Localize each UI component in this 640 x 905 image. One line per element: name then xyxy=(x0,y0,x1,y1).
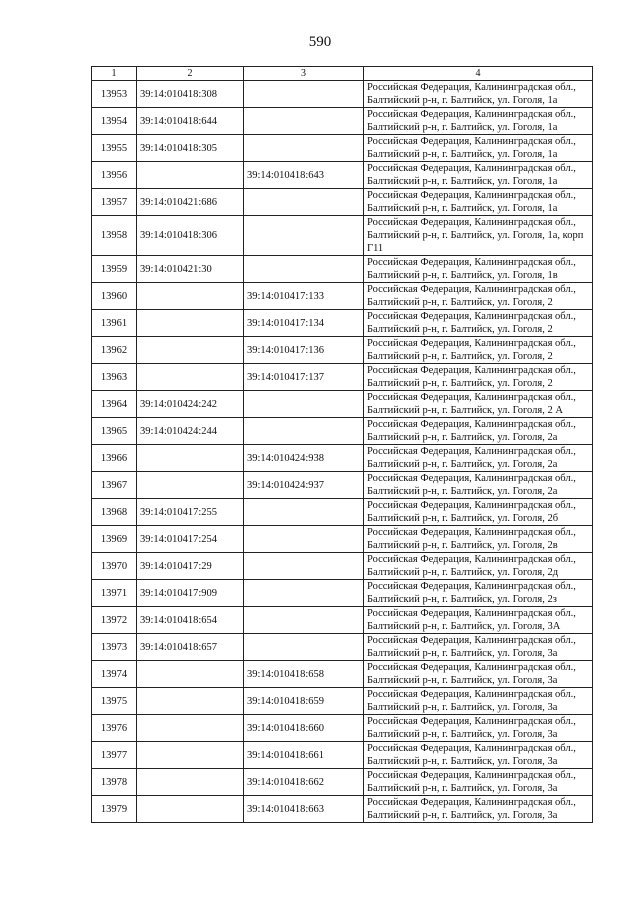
column-header-3: 3 xyxy=(244,67,364,81)
cadastral-number-col3: 39:14:010417:137 xyxy=(244,364,364,391)
cadastral-number-col2: 39:14:010418:644 xyxy=(137,108,244,135)
row-number: 13964 xyxy=(92,391,137,418)
address-cell: Российская Федерация, Калининградская обл., Балтийский р-н, г. Балтийск, ул. Гоголя, 2 xyxy=(364,337,593,364)
table-row xyxy=(92,364,593,391)
cadastral-number-col2 xyxy=(137,688,244,715)
table-row xyxy=(92,216,593,256)
cadastral-number-col2 xyxy=(137,364,244,391)
row-number: 13956 xyxy=(92,162,137,189)
address-cell: Российская Федерация, Калининградская обл., Балтийский р-н, г. Балтийск, ул. Гоголя, 1в xyxy=(364,256,593,283)
cadastral-number-col2 xyxy=(137,769,244,796)
table-row xyxy=(92,418,593,445)
row-number: 13966 xyxy=(92,445,137,472)
table-row xyxy=(92,499,593,526)
address-cell: Российская Федерация, Калининградская обл., Балтийский р-н, г. Балтийск, ул. Гоголя, 3а xyxy=(364,742,593,769)
table-row xyxy=(92,715,593,742)
table-header xyxy=(92,67,593,81)
cadastral-number-col2 xyxy=(137,162,244,189)
row-number: 13960 xyxy=(92,283,137,310)
row-number: 13973 xyxy=(92,634,137,661)
table-row xyxy=(92,445,593,472)
cadastral-number-col2: 39:14:010417:254 xyxy=(137,526,244,553)
row-number: 13979 xyxy=(92,796,137,823)
address-cell: Российская Федерация, Калининградская обл., Балтийский р-н, г. Балтийск, ул. Гоголя, 1а xyxy=(364,189,593,216)
cadastral-number-col3: 39:14:010418:658 xyxy=(244,661,364,688)
row-number: 13958 xyxy=(92,216,137,256)
address-cell: Российская Федерация, Калининградская обл., Балтийский р-н, г. Балтийск, ул. Гоголя, 3а xyxy=(364,796,593,823)
address-cell: Российская Федерация, Калининградская обл., Балтийский р-н, г. Балтийск, ул. Гоголя, 2а xyxy=(364,418,593,445)
address-cell: Российская Федерация, Калининградская обл., Балтийский р-н, г. Балтийск, ул. Гоголя, 3а xyxy=(364,661,593,688)
address-cell: Российская Федерация, Калининградская обл., Балтийский р-н, г. Балтийск, ул. Гоголя, 3а xyxy=(364,769,593,796)
table-row xyxy=(92,661,593,688)
address-cell: Российская Федерация, Калининградская обл., Балтийский р-н, г. Балтийск, ул. Гоголя, 3а xyxy=(364,634,593,661)
table-row xyxy=(92,81,593,108)
table-row xyxy=(92,162,593,189)
cadastral-number-col3 xyxy=(244,391,364,418)
row-number: 13974 xyxy=(92,661,137,688)
cadastral-number-col2 xyxy=(137,310,244,337)
row-number: 13954 xyxy=(92,108,137,135)
cadastral-number-col2 xyxy=(137,445,244,472)
address-cell: Российская Федерация, Калининградская обл., Балтийский р-н, г. Балтийск, ул. Гоголя, 1а, корп Г11 xyxy=(364,216,593,256)
cadastral-number-col2: 39:14:010421:686 xyxy=(137,189,244,216)
table-row xyxy=(92,256,593,283)
cadastral-number-col3: 39:14:010418:663 xyxy=(244,796,364,823)
row-number: 13969 xyxy=(92,526,137,553)
address-cell: Российская Федерация, Калининградская обл., Балтийский р-н, г. Балтийск, ул. Гоголя, 2д xyxy=(364,553,593,580)
address-cell: Российская Федерация, Калининградская обл., Балтийский р-н, г. Балтийск, ул. Гоголя, 1а xyxy=(364,81,593,108)
address-cell: Российская Федерация, Калининградская обл., Балтийский р-н, г. Балтийск, ул. Гоголя, 3а xyxy=(364,688,593,715)
row-number: 13959 xyxy=(92,256,137,283)
table-row xyxy=(92,310,593,337)
column-header-4: 4 xyxy=(364,67,593,81)
header-row xyxy=(92,67,593,81)
table-row xyxy=(92,337,593,364)
cadastral-number-col2: 39:14:010424:242 xyxy=(137,391,244,418)
cadastral-number-col3 xyxy=(244,553,364,580)
table-body xyxy=(92,81,593,823)
table-row xyxy=(92,769,593,796)
cadastral-number-col3 xyxy=(244,216,364,256)
address-cell: Российская Федерация, Калининградская обл., Балтийский р-н, г. Балтийск, ул. Гоголя, 2 xyxy=(364,310,593,337)
cadastral-number-col2 xyxy=(137,472,244,499)
cadastral-number-col3 xyxy=(244,418,364,445)
address-cell: Российская Федерация, Калининградская обл., Балтийский р-н, г. Балтийск, ул. Гоголя, 2 А xyxy=(364,391,593,418)
cadastral-number-col3: 39:14:010418:662 xyxy=(244,769,364,796)
cadastral-number-col3: 39:14:010418:660 xyxy=(244,715,364,742)
cadastral-number-col2: 39:14:010417:909 xyxy=(137,580,244,607)
row-number: 13978 xyxy=(92,769,137,796)
cadastral-number-col3: 39:14:010417:134 xyxy=(244,310,364,337)
row-number: 13972 xyxy=(92,607,137,634)
table-row xyxy=(92,553,593,580)
table-row xyxy=(92,135,593,162)
cadastral-number-col3: 39:14:010418:643 xyxy=(244,162,364,189)
cadastral-number-col2: 39:14:010418:306 xyxy=(137,216,244,256)
cadastral-number-col2 xyxy=(137,283,244,310)
row-number: 13976 xyxy=(92,715,137,742)
table-row xyxy=(92,472,593,499)
address-cell: Российская Федерация, Калининградская обл., Балтийский р-н, г. Балтийск, ул. Гоголя, 2в xyxy=(364,526,593,553)
cadastral-number-col3: 39:14:010417:136 xyxy=(244,337,364,364)
address-cell: Российская Федерация, Калининградская обл., Балтийский р-н, г. Балтийск, ул. Гоголя, 3а xyxy=(364,715,593,742)
cadastral-number-col2: 39:14:010424:244 xyxy=(137,418,244,445)
address-cell: Российская Федерация, Калининградская обл., Балтийский р-н, г. Балтийск, ул. Гоголя, 2а xyxy=(364,445,593,472)
row-number: 13975 xyxy=(92,688,137,715)
row-number: 13961 xyxy=(92,310,137,337)
row-number: 13955 xyxy=(92,135,137,162)
row-number: 13962 xyxy=(92,337,137,364)
registry-table xyxy=(91,66,593,823)
table-row xyxy=(92,688,593,715)
cadastral-number-col3: 39:14:010418:659 xyxy=(244,688,364,715)
cadastral-number-col3: 39:14:010424:938 xyxy=(244,445,364,472)
cadastral-number-col3: 39:14:010424:937 xyxy=(244,472,364,499)
address-cell: Российская Федерация, Калининградская обл., Балтийский р-н, г. Балтийск, ул. Гоголя, 2 xyxy=(364,283,593,310)
page-number: 590 xyxy=(308,34,332,50)
cadastral-number-col2 xyxy=(137,715,244,742)
cadastral-number-col3 xyxy=(244,526,364,553)
table-row xyxy=(92,580,593,607)
table-row xyxy=(92,283,593,310)
address-cell: Российская Федерация, Калининградская обл., Балтийский р-н, г. Балтийск, ул. Гоголя, 2з xyxy=(364,580,593,607)
row-number: 13965 xyxy=(92,418,137,445)
row-number: 13971 xyxy=(92,580,137,607)
cadastral-number-col3 xyxy=(244,634,364,661)
address-cell: Российская Федерация, Калининградская обл., Балтийский р-н, г. Балтийск, ул. Гоголя, 2 xyxy=(364,364,593,391)
cadastral-number-col3 xyxy=(244,607,364,634)
row-number: 13977 xyxy=(92,742,137,769)
address-cell: Российская Федерация, Калининградская обл., Балтийский р-н, г. Балтийск, ул. Гоголя, 1а xyxy=(364,162,593,189)
cadastral-number-col3 xyxy=(244,135,364,162)
cadastral-number-col3 xyxy=(244,108,364,135)
table-row xyxy=(92,607,593,634)
cadastral-number-col3: 39:14:010418:661 xyxy=(244,742,364,769)
cadastral-number-col2 xyxy=(137,742,244,769)
table-row xyxy=(92,526,593,553)
cadastral-number-col2 xyxy=(137,661,244,688)
column-header-1: 1 xyxy=(92,67,137,81)
cadastral-number-col3 xyxy=(244,81,364,108)
address-cell: Российская Федерация, Калининградская обл., Балтийский р-н, г. Балтийск, ул. Гоголя, 3А xyxy=(364,607,593,634)
cadastral-number-col3 xyxy=(244,256,364,283)
cadastral-number-col2: 39:14:010418:657 xyxy=(137,634,244,661)
cadastral-number-col2: 39:14:010418:654 xyxy=(137,607,244,634)
cadastral-number-col3 xyxy=(244,499,364,526)
cadastral-number-col2: 39:14:010418:308 xyxy=(137,81,244,108)
cadastral-number-col3 xyxy=(244,580,364,607)
table-row xyxy=(92,391,593,418)
cadastral-number-col2: 39:14:010417:29 xyxy=(137,553,244,580)
table-row xyxy=(92,189,593,216)
column-header-2: 2 xyxy=(137,67,244,81)
row-number: 13953 xyxy=(92,81,137,108)
row-number: 13968 xyxy=(92,499,137,526)
table-row xyxy=(92,108,593,135)
address-cell: Российская Федерация, Калининградская обл., Балтийский р-н, г. Балтийск, ул. Гоголя, 2а xyxy=(364,472,593,499)
cadastral-number-col2 xyxy=(137,337,244,364)
cadastral-number-col2: 39:14:010421:30 xyxy=(137,256,244,283)
address-cell: Российская Федерация, Калининградская обл., Балтийский р-н, г. Балтийск, ул. Гоголя, 1а xyxy=(364,135,593,162)
table-row xyxy=(92,742,593,769)
row-number: 13963 xyxy=(92,364,137,391)
cadastral-number-col3 xyxy=(244,189,364,216)
row-number: 13970 xyxy=(92,553,137,580)
cadastral-number-col2 xyxy=(137,796,244,823)
row-number: 13967 xyxy=(92,472,137,499)
cadastral-number-col3: 39:14:010417:133 xyxy=(244,283,364,310)
cadastral-number-col2: 39:14:010418:305 xyxy=(137,135,244,162)
table-row xyxy=(92,634,593,661)
address-cell: Российская Федерация, Калининградская обл., Балтийский р-н, г. Балтийск, ул. Гоголя, 1а xyxy=(364,108,593,135)
address-cell: Российская Федерация, Калининградская обл., Балтийский р-н, г. Балтийск, ул. Гоголя, 2б xyxy=(364,499,593,526)
table-row xyxy=(92,796,593,823)
cadastral-number-col2: 39:14:010417:255 xyxy=(137,499,244,526)
row-number: 13957 xyxy=(92,189,137,216)
